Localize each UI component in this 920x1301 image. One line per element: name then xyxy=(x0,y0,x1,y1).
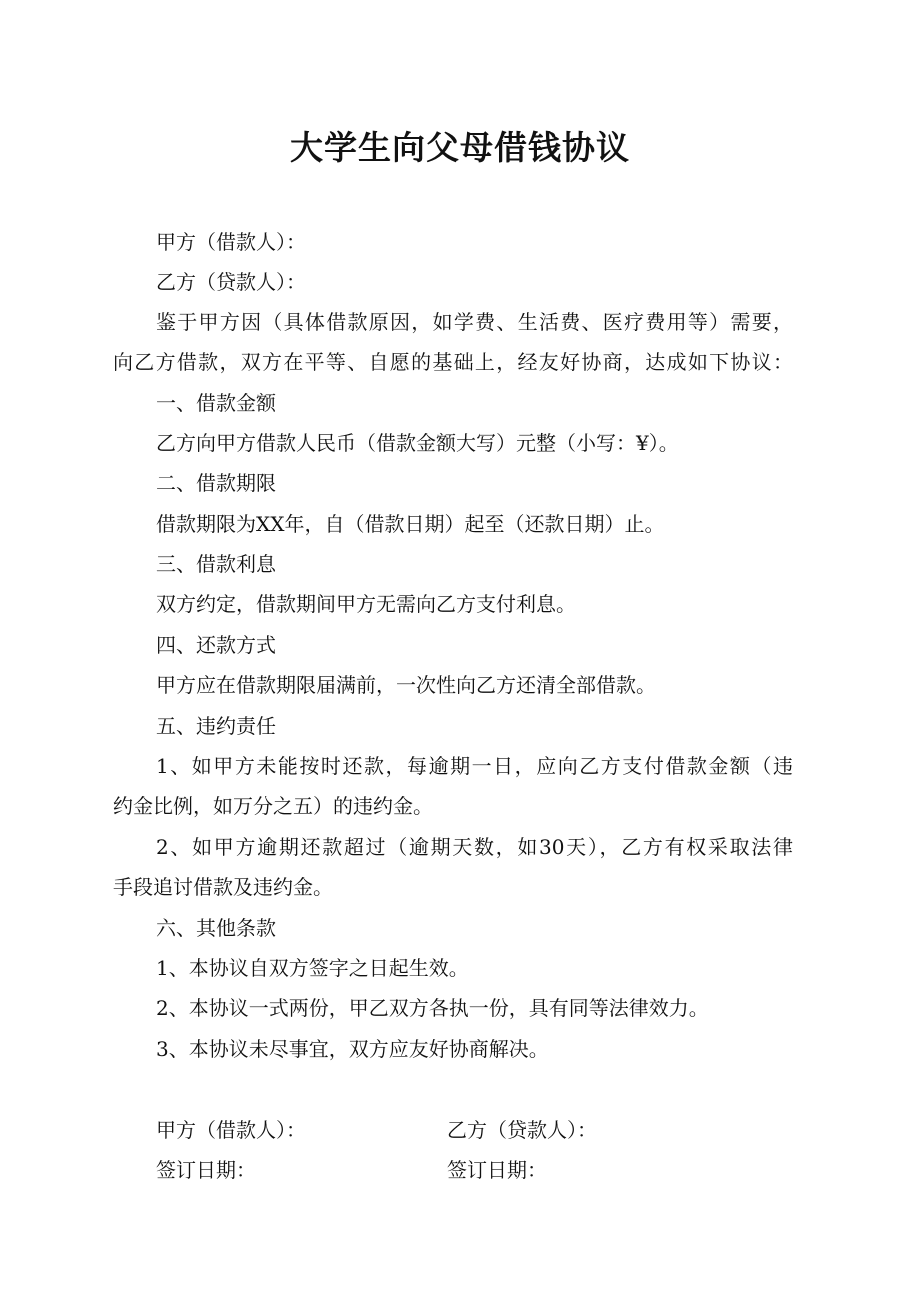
section-interest-heading: 三、借款利息 xyxy=(156,552,276,576)
intro-line-2: 向乙方借款，双方在平等、自愿的基础上，经友好协商，达成如下协议： xyxy=(113,350,793,374)
section-amount-heading: 一、借款金额 xyxy=(156,391,276,415)
signature-date-b: 签订日期： xyxy=(447,1158,547,1182)
section-amount-text: 乙方向甲方借款人民币（借款金额大写）元整（小写：¥）。 xyxy=(156,431,679,455)
section-other-heading: 六、其他条款 xyxy=(156,916,276,940)
breach-item-1-line-2: 约金比例，如万分之五）的违约金。 xyxy=(113,794,433,818)
other-item-1: 1、本协议自双方签字之日起生效。 xyxy=(156,956,469,980)
signature-party-a: 甲方（借款人）： xyxy=(156,1118,306,1142)
other-item-2: 2、本协议一式两份，甲乙双方各执一份，具有同等法律效力。 xyxy=(156,996,709,1020)
party-a-label: 甲方（借款人）： xyxy=(156,230,306,254)
section-term-text: 借款期限为XX年，自（借款日期）起至（还款日期）止。 xyxy=(156,512,665,536)
signature-date-a: 签订日期： xyxy=(156,1158,256,1182)
section-repayment-heading: 四、还款方式 xyxy=(156,633,276,657)
breach-item-2-line-1: 2、如甲方逾期还款超过（逾期天数，如30天），乙方有权采取法律 xyxy=(156,835,793,859)
party-b-label: 乙方（贷款人）： xyxy=(156,270,306,294)
other-item-3: 3、本协议未尽事宜，双方应友好协商解决。 xyxy=(156,1037,549,1061)
section-interest-text: 双方约定，借款期间甲方无需向乙方支付利息。 xyxy=(156,592,576,616)
section-breach-heading: 五、违约责任 xyxy=(156,714,276,738)
intro-line-1: 鉴于甲方因（具体借款原因，如学费、生活费、医疗费用等）需要， xyxy=(156,310,793,334)
breach-item-1-line-1: 1、如甲方未能按时还款，每逾期一日，应向乙方支付借款金额（违 xyxy=(156,754,793,778)
signature-party-b: 乙方（贷款人）： xyxy=(447,1118,597,1142)
section-term-heading: 二、借款期限 xyxy=(156,471,276,495)
document-title: 大学生向父母借钱协议 xyxy=(290,128,630,167)
section-repayment-text: 甲方应在借款期限届满前，一次性向乙方还清全部借款。 xyxy=(156,673,656,697)
breach-item-2-line-2: 手段追讨借款及违约金。 xyxy=(113,875,333,899)
